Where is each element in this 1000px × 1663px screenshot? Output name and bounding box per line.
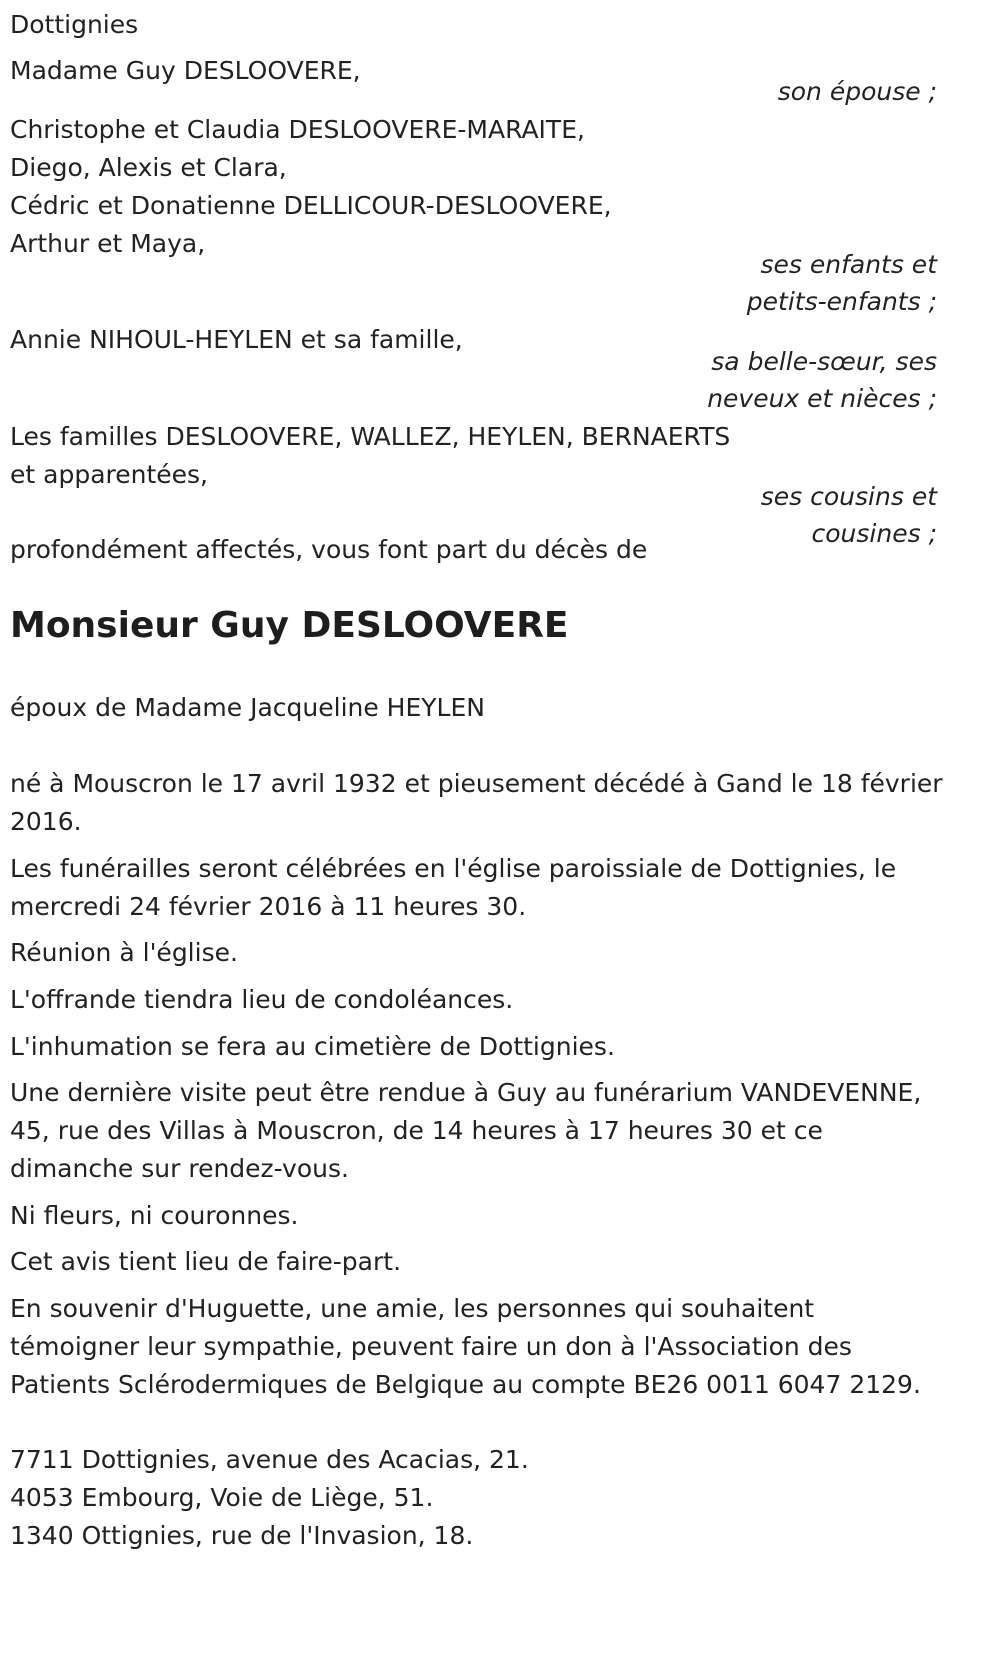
children-role-line2: petits-enfants ;	[746, 287, 937, 316]
memory-line: Patients Sclérodermiques de Belgique au compte BE26 0011 6047 2129.	[10, 1370, 921, 1399]
memory-line: En souvenir d'Huguette, une amie, les personnes qui souhaitent	[10, 1294, 815, 1323]
children-line: Christophe et Claudia DESLOOVERE-MARAITE,	[10, 115, 585, 144]
visit-info	[10, 1074, 921, 1188]
visit-line: dimanche sur rendez-vous.	[10, 1154, 349, 1183]
birth-death	[10, 765, 943, 841]
birth-death-line: né à Mouscron le 17 avril 1932 et pieusement décédé à Gand le 18 février	[10, 769, 943, 798]
families-line1: Les familles DESLOOVERE, WALLEZ, HEYLEN, BERNAERTS	[10, 422, 731, 451]
address-line: 7711 Dottignies, avenue des Acacias, 21.	[10, 1445, 529, 1474]
spouse-name: Madame Guy DESLOOVERE,	[10, 56, 361, 85]
spouse-of: époux de Madame Jacqueline HEYLEN	[10, 693, 485, 722]
deceased-name: Monsieur Guy DESLOOVERE	[10, 605, 569, 646]
memory-info	[10, 1290, 921, 1404]
addresses	[10, 1441, 529, 1555]
children-role-line1: ses enfants et	[760, 250, 937, 279]
funeral-line: Les funérailles seront célébrées en l'église paroissiale de Dottignies, le	[10, 854, 897, 883]
sister-in-law-role-line2: neveux et nièces ;	[707, 384, 937, 413]
reunion: Réunion à l'église.	[10, 938, 238, 967]
visit-line: Une dernière visite peut être rendue à Guy au funérarium VANDEVENNE,	[10, 1078, 922, 1107]
children-list	[10, 111, 612, 263]
flowers: Ni fleurs, ni couronnes.	[10, 1201, 299, 1230]
children-line: Diego, Alexis et Clara,	[10, 153, 287, 182]
children-line: Arthur et Maya,	[10, 229, 206, 258]
spouse-role: son épouse ;	[777, 77, 937, 106]
locality: Dottignies	[10, 10, 139, 39]
offering: L'offrande tiendra lieu de condoléances.	[10, 985, 514, 1014]
funeral-info	[10, 850, 896, 926]
visit-line: 45, rue des Villas à Mouscron, de 14 heures à 17 heures 30 et ce	[10, 1116, 823, 1145]
families-line2: et apparentées,	[10, 460, 208, 489]
notice: Cet avis tient lieu de faire-part.	[10, 1247, 402, 1276]
families-role-line2: cousines ;	[811, 519, 937, 548]
address-line: 4053 Embourg, Voie de Liège, 51.	[10, 1483, 434, 1512]
sister-in-law-role-line1: sa belle-sœur, ses	[711, 347, 937, 376]
memory-line: témoigner leur sympathie, peuvent faire un don à l'Association des	[10, 1332, 852, 1361]
families-role-line1: ses cousins et	[760, 482, 937, 511]
address-line: 1340 Ottignies, rue de l'Invasion, 18.	[10, 1521, 474, 1550]
announcement: profondément affectés, vous font part du décès de	[10, 535, 648, 564]
burial: L'inhumation se fera au cimetière de Dottignies.	[10, 1032, 615, 1061]
children-line: Cédric et Donatienne DELLICOUR-DESLOOVERE,	[10, 191, 612, 220]
sister-in-law: Annie NIHOUL-HEYLEN et sa famille,	[10, 325, 463, 354]
birth-death-line: 2016.	[10, 807, 82, 836]
funeral-line: mercredi 24 février 2016 à 11 heures 30.	[10, 892, 527, 921]
